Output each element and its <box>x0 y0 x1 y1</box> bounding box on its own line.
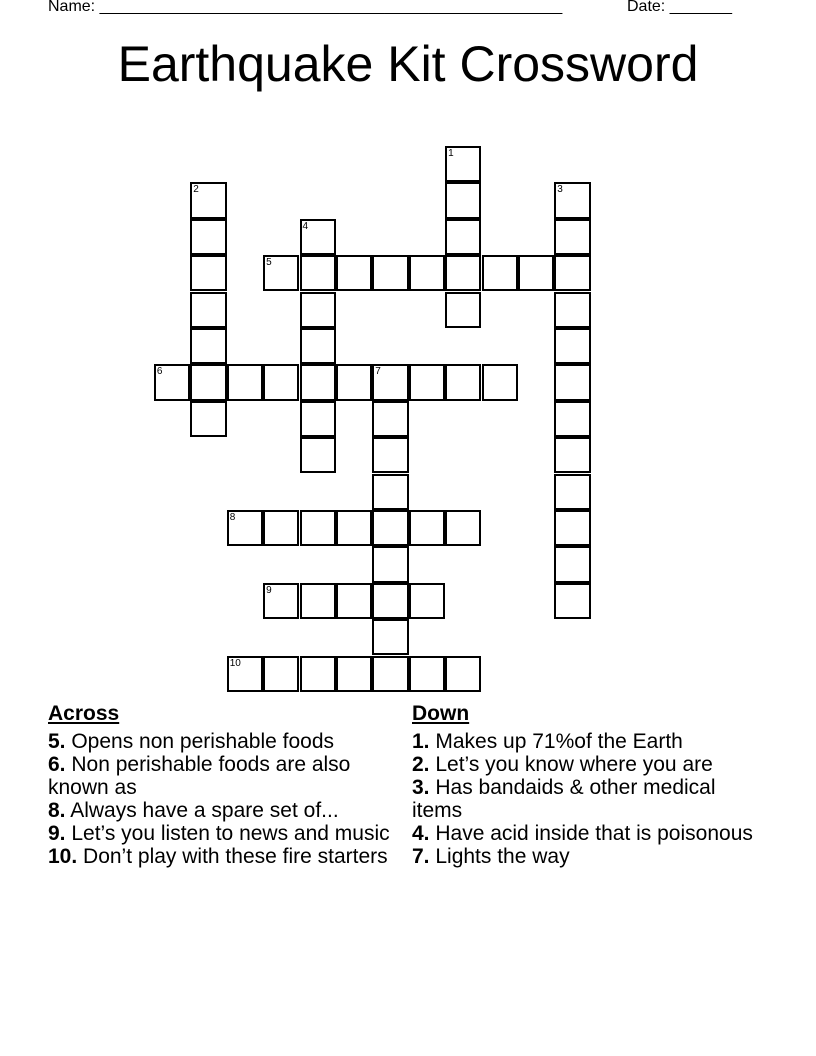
crossword-cell[interactable] <box>554 510 590 546</box>
down-clues <box>412 702 762 868</box>
across-heading: Across <box>48 702 120 725</box>
crossword-cell[interactable] <box>445 182 481 218</box>
crossword-cell[interactable] <box>190 219 226 255</box>
crossword-cell[interactable] <box>372 546 408 582</box>
clue-text: Non perishable foods are also known as <box>48 753 351 799</box>
across-clue <box>48 730 398 753</box>
clue-number: 7. <box>412 845 430 868</box>
crossword-cell[interactable] <box>300 364 336 400</box>
crossword-cell[interactable] <box>227 656 263 692</box>
crossword-cell[interactable] <box>372 437 408 473</box>
crossword-cell[interactable] <box>445 656 481 692</box>
down-heading: Down <box>412 702 470 725</box>
clue-text: Has bandaids & other medical items <box>412 776 716 822</box>
down-clue <box>412 776 762 822</box>
clue-number: 8. <box>48 799 66 822</box>
crossword-cell[interactable] <box>554 437 590 473</box>
crossword-cell[interactable] <box>445 292 481 328</box>
crossword-cell[interactable] <box>409 364 445 400</box>
crossword-cell[interactable] <box>445 364 481 400</box>
clue-number-label: 6 <box>156 366 163 378</box>
clue-number: 2. <box>412 753 430 776</box>
crossword-cell[interactable] <box>445 219 481 255</box>
across-clue <box>48 822 398 845</box>
crossword-cell[interactable] <box>263 656 299 692</box>
clue-number: 5. <box>48 730 66 753</box>
across-clues <box>48 702 398 868</box>
crossword-cell[interactable] <box>190 255 226 291</box>
crossword-cell[interactable] <box>300 437 336 473</box>
crossword-cell[interactable] <box>300 510 336 546</box>
crossword-cell[interactable] <box>445 146 481 182</box>
clue-number-label: 9 <box>266 584 272 596</box>
clue-number-label: 4 <box>302 220 309 232</box>
crossword-cell[interactable] <box>336 510 372 546</box>
crossword-cell[interactable] <box>300 219 336 255</box>
crossword-cell[interactable] <box>554 219 590 255</box>
crossword-cell[interactable] <box>554 583 590 619</box>
clue-text: Let’s you know where you are <box>429 753 713 776</box>
crossword-cell[interactable] <box>263 510 299 546</box>
crossword-cell[interactable] <box>445 510 481 546</box>
crossword-cell[interactable] <box>372 619 408 655</box>
clue-number-label: 5 <box>266 257 272 269</box>
crossword-cell[interactable] <box>409 255 445 291</box>
date-field-label: Date: _______ <box>627 0 732 15</box>
clue-number-label: 1 <box>448 147 454 159</box>
crossword-cell[interactable] <box>409 510 445 546</box>
clue-text: Makes up 71%of the Earth <box>429 730 683 753</box>
crossword-cell[interactable] <box>336 583 372 619</box>
name-field-label: Name: ____________________________________________________ <box>48 0 563 15</box>
crossword-cell[interactable] <box>190 182 226 218</box>
crossword-cell[interactable] <box>372 401 408 437</box>
crossword-cell[interactable] <box>372 255 408 291</box>
crossword-cell[interactable] <box>554 401 590 437</box>
clue-number: 1. <box>412 730 430 753</box>
crossword-cell[interactable] <box>445 255 481 291</box>
crossword-cell[interactable] <box>336 255 372 291</box>
crossword-cell[interactable] <box>227 510 263 546</box>
clue-number-label: 8 <box>229 511 236 523</box>
down-clue <box>412 822 762 845</box>
crossword-cell[interactable] <box>372 656 408 692</box>
clue-number-label: 3 <box>557 184 563 196</box>
crossword-cell[interactable] <box>263 583 299 619</box>
crossword-cell[interactable] <box>263 255 299 291</box>
crossword-cell[interactable] <box>554 182 590 218</box>
crossword-cell[interactable] <box>518 255 554 291</box>
crossword-cell[interactable] <box>554 364 590 400</box>
crossword-cell[interactable] <box>372 474 408 510</box>
crossword-cell[interactable] <box>409 583 445 619</box>
across-clue <box>48 845 398 868</box>
down-clue <box>412 845 762 868</box>
clue-number-label: 7 <box>375 366 381 378</box>
crossword-cell[interactable] <box>336 364 372 400</box>
crossword-cell[interactable] <box>190 364 226 400</box>
crossword-cell[interactable] <box>554 255 590 291</box>
crossword-cell[interactable] <box>336 656 372 692</box>
crossword-cell[interactable] <box>300 328 336 364</box>
crossword-cell[interactable] <box>190 328 226 364</box>
crossword-cell[interactable] <box>154 364 190 400</box>
crossword-cell[interactable] <box>263 364 299 400</box>
crossword-cell[interactable] <box>554 328 590 364</box>
crossword-cell[interactable] <box>482 364 518 400</box>
clue-text: Lights the way <box>429 845 570 868</box>
crossword-cell[interactable] <box>554 474 590 510</box>
crossword-cell[interactable] <box>190 292 226 328</box>
across-clue <box>48 799 398 822</box>
crossword-cell[interactable] <box>554 546 590 582</box>
clue-number: 4. <box>412 822 430 845</box>
clue-number: 6. <box>48 753 66 776</box>
crossword-cell[interactable] <box>482 255 518 291</box>
crossword-cell[interactable] <box>300 255 336 291</box>
crossword-cell[interactable] <box>554 292 590 328</box>
clue-text: Opens non perishable foods <box>65 730 335 753</box>
clue-text: Don’t play with these fire starters <box>77 845 388 868</box>
crossword-cell[interactable] <box>300 656 336 692</box>
crossword-cell[interactable] <box>372 510 408 546</box>
down-clue <box>412 753 762 776</box>
page-title: Earthquake Kit Crossword <box>117 36 699 92</box>
clue-text: Always have a spare set of... <box>65 799 339 822</box>
crossword-cell[interactable] <box>227 364 263 400</box>
clue-number: 10. <box>48 845 78 868</box>
crossword-cell[interactable] <box>190 401 226 437</box>
clue-number-label: 2 <box>193 184 199 196</box>
crossword-cell[interactable] <box>372 364 408 400</box>
crossword-cell[interactable] <box>300 583 336 619</box>
crossword-cell[interactable] <box>300 401 336 437</box>
crossword-cell[interactable] <box>409 656 445 692</box>
clue-number: 3. <box>412 776 430 799</box>
crossword-cell[interactable] <box>300 292 336 328</box>
crossword-cell[interactable] <box>372 583 408 619</box>
clue-text: Have acid inside that is poisonous <box>429 822 753 845</box>
clue-number-label: 10 <box>229 657 241 669</box>
across-clue <box>48 753 398 799</box>
down-clue <box>412 730 762 753</box>
clue-number: 9. <box>48 822 66 845</box>
clue-text: Let’s you listen to news and music <box>65 822 390 845</box>
